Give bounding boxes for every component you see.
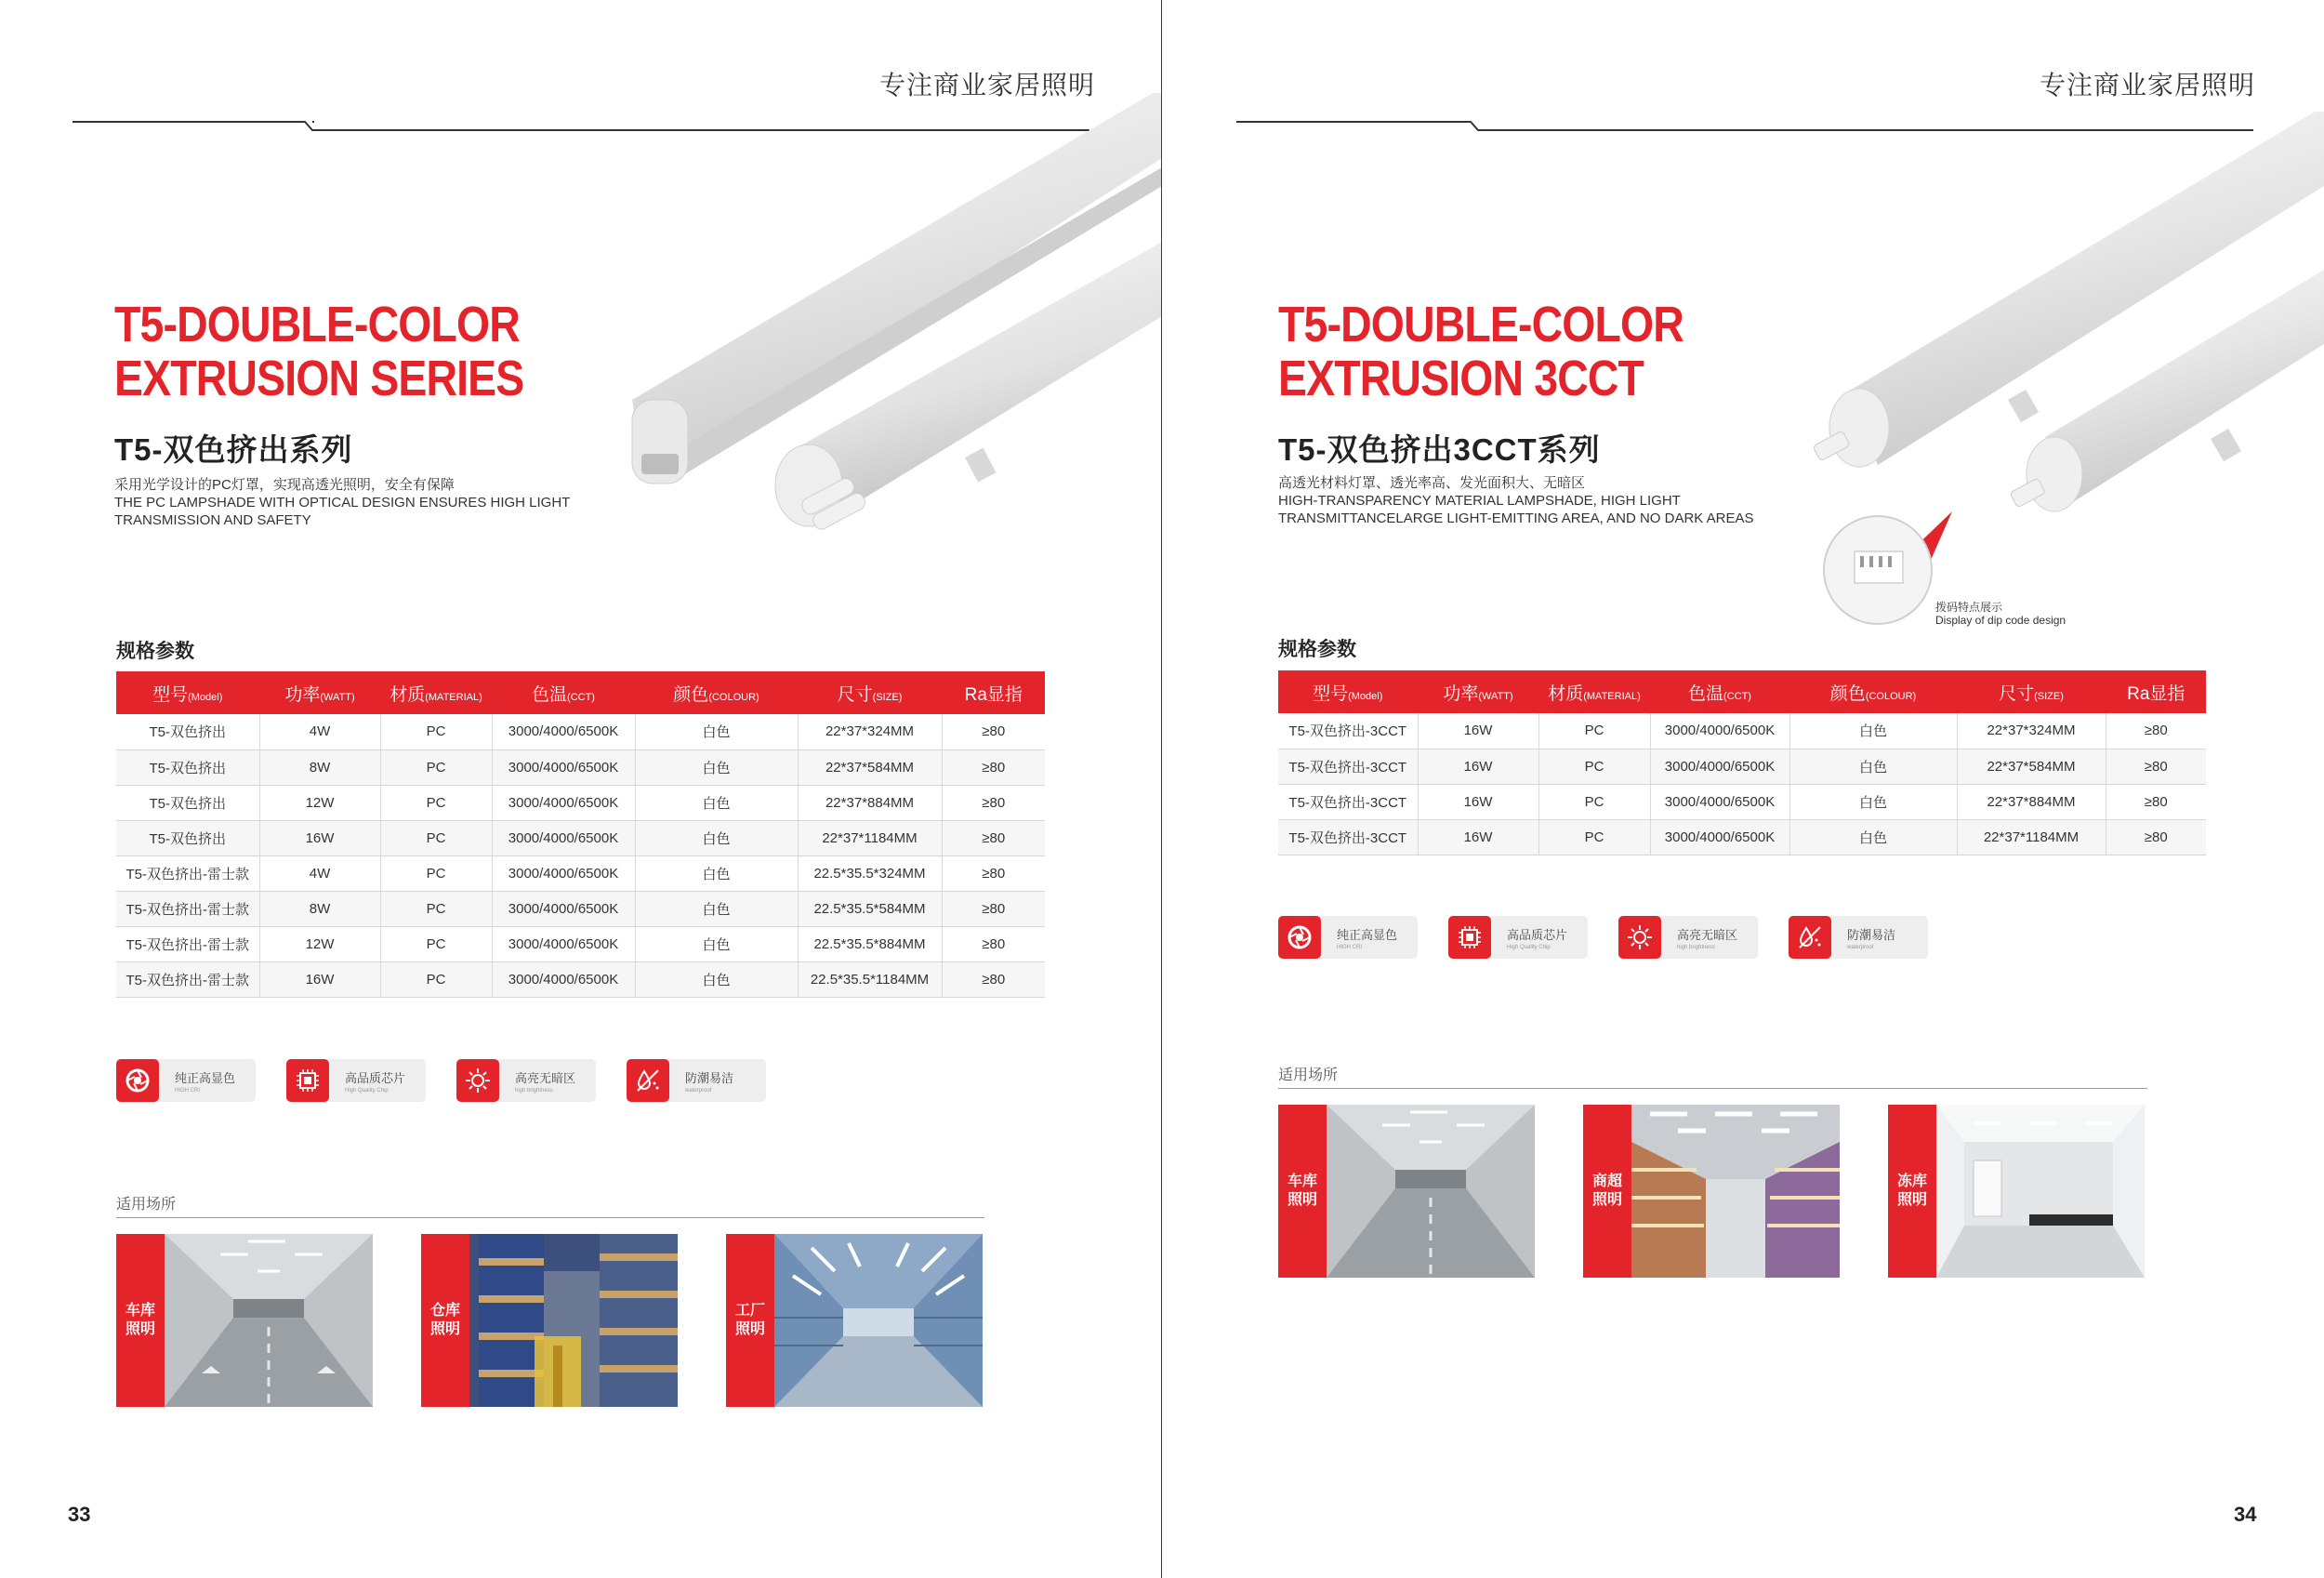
dip-caption-en: Display of dip code design bbox=[1935, 614, 2067, 627]
feature-label: 高品质芯片 bbox=[345, 1070, 406, 1085]
cell-model: T5-双色挤出-雷士款 bbox=[116, 961, 259, 997]
cell-cct: 3000/4000/6500K bbox=[492, 961, 635, 997]
scene-label: 照明 bbox=[1591, 1192, 1622, 1208]
cell-material: PC bbox=[1538, 713, 1650, 749]
scene-label: 车库 bbox=[125, 1303, 155, 1319]
title-en-line1: T5-DOUBLE-COLOR bbox=[114, 297, 520, 352]
cell-size: 22*37*584MM bbox=[1957, 749, 2106, 784]
scene-card bbox=[726, 1234, 983, 1407]
cell-watt: 8W bbox=[259, 749, 380, 785]
cell-ra: ≥80 bbox=[2106, 784, 2206, 819]
warehouse-photo bbox=[469, 1234, 678, 1407]
feature-label: 防潮易洁 bbox=[685, 1070, 734, 1085]
cell-ra: ≥80 bbox=[942, 926, 1045, 961]
feature-badge bbox=[627, 1059, 766, 1102]
cell-material: PC bbox=[380, 749, 492, 785]
cell-ra: ≥80 bbox=[942, 961, 1045, 997]
brand-tagline: 专注商业家居照明 bbox=[2040, 71, 2256, 99]
product-title-cn: T5-双色挤出3CCT系列 bbox=[1278, 432, 1601, 467]
scene-tag bbox=[116, 1234, 165, 1407]
cell-size: 22.5*35.5*884MM bbox=[798, 926, 942, 961]
sun-icon bbox=[1618, 916, 1661, 959]
feature-label: 防潮易洁 bbox=[1847, 927, 1896, 942]
cell-colour: 白色 bbox=[635, 926, 798, 961]
table-row bbox=[1278, 749, 2206, 784]
chip-icon bbox=[1448, 916, 1491, 959]
feature-badge bbox=[286, 1059, 426, 1102]
supermarket-photo bbox=[1631, 1105, 1840, 1278]
cell-watt: 4W bbox=[259, 714, 380, 749]
cell-material: PC bbox=[380, 820, 492, 855]
feature-label: 高亮无暗区 bbox=[515, 1070, 576, 1085]
cell-ra: ≥80 bbox=[942, 785, 1045, 820]
catalog-page-34 bbox=[1162, 0, 2324, 1578]
feature-badge bbox=[1618, 916, 1758, 959]
cell-model: T5-双色挤出-雷士款 bbox=[116, 891, 259, 926]
cell-ra: ≥80 bbox=[942, 855, 1045, 891]
scene-card bbox=[116, 1234, 373, 1407]
cell-colour: 白色 bbox=[635, 820, 798, 855]
scene-tag bbox=[1888, 1105, 1936, 1278]
title-en-line1: T5-DOUBLE-COLOR bbox=[1278, 297, 1684, 352]
color-wheel-icon bbox=[116, 1059, 159, 1102]
cell-size: 22.5*35.5*584MM bbox=[798, 891, 942, 926]
cell-ra: ≥80 bbox=[2106, 819, 2206, 855]
desc-line: THE PC LAMPSHADE WITH OPTICAL DESIGN ENSURES HIGH LIGHT bbox=[114, 495, 571, 511]
cell-material: PC bbox=[380, 891, 492, 926]
table-row bbox=[1278, 819, 2206, 855]
feature-badge bbox=[1448, 916, 1588, 959]
header-model: 型号(Model) bbox=[1278, 670, 1418, 713]
cell-ra: ≥80 bbox=[942, 714, 1045, 749]
sun-icon bbox=[456, 1059, 499, 1102]
cold-storage-photo bbox=[1936, 1105, 2145, 1278]
feature-sublabel: high brightness bbox=[515, 1087, 553, 1094]
feature-badge bbox=[1278, 916, 1418, 959]
cell-watt: 12W bbox=[259, 926, 380, 961]
page-number: 33 bbox=[68, 1503, 91, 1526]
cell-colour: 白色 bbox=[635, 749, 798, 785]
cell-material: PC bbox=[380, 926, 492, 961]
cell-cct: 3000/4000/6500K bbox=[492, 714, 635, 749]
page-number: 34 bbox=[2234, 1503, 2257, 1526]
product-title-cn: T5-双色挤出系列 bbox=[114, 432, 353, 467]
table-row bbox=[116, 855, 1045, 891]
header-cct: 色温(CCT) bbox=[492, 671, 635, 714]
cell-ra: ≥80 bbox=[942, 891, 1045, 926]
scene-card bbox=[1888, 1105, 2145, 1278]
t5-3cct-tube-illustration bbox=[1794, 93, 2324, 558]
feature-label: 纯正高显色 bbox=[1337, 927, 1398, 942]
cell-size: 22*37*584MM bbox=[798, 749, 942, 785]
waterproof-icon bbox=[1789, 916, 1831, 959]
dip-caption bbox=[1935, 601, 2066, 627]
cell-ra: ≥80 bbox=[2106, 713, 2206, 749]
spec-table bbox=[116, 671, 1045, 998]
cell-colour: 白色 bbox=[635, 891, 798, 926]
cell-model: T5-双色挤出 bbox=[116, 714, 259, 749]
scene-rule bbox=[1278, 1088, 2147, 1089]
table-row bbox=[116, 961, 1045, 997]
title-en-line2: EXTRUSION 3CCT bbox=[1278, 351, 1644, 406]
scene-card bbox=[1278, 1105, 1535, 1278]
table-row bbox=[116, 820, 1045, 855]
cell-model: T5-双色挤出 bbox=[116, 785, 259, 820]
header-size: 尺寸(SIZE) bbox=[798, 671, 942, 714]
cell-watt: 12W bbox=[259, 785, 380, 820]
header-watt: 功率(WATT) bbox=[259, 671, 380, 714]
brand-tagline: 专注商业家居照明 bbox=[879, 71, 1096, 99]
scene-tag bbox=[1278, 1105, 1327, 1278]
header-colour: 颜色(COLOUR) bbox=[1789, 670, 1957, 713]
header-watt: 功率(WATT) bbox=[1418, 670, 1538, 713]
factory-photo bbox=[774, 1234, 983, 1407]
cell-size: 22*37*324MM bbox=[1957, 713, 2106, 749]
cell-watt: 16W bbox=[1418, 784, 1538, 819]
header-cct: 色温(CCT) bbox=[1650, 670, 1789, 713]
feature-badge bbox=[116, 1059, 256, 1102]
cell-watt: 16W bbox=[1418, 713, 1538, 749]
cell-colour: 白色 bbox=[635, 961, 798, 997]
header-ra: Ra显指 bbox=[942, 671, 1045, 714]
cell-cct: 3000/4000/6500K bbox=[492, 891, 635, 926]
cell-model: T5-双色挤出-3CCT bbox=[1278, 819, 1418, 855]
cell-material: PC bbox=[1538, 819, 1650, 855]
desc-line: 采用光学设计的PC灯罩，实现高透光照明，安全有保障 bbox=[114, 477, 455, 493]
desc-line: TRANSMISSION AND SAFETY bbox=[114, 512, 311, 528]
cell-material: PC bbox=[1538, 784, 1650, 819]
feature-sublabel: high brightness bbox=[1677, 944, 1715, 950]
table-row bbox=[116, 714, 1045, 749]
spec-section-title: 规格参数 bbox=[1278, 639, 1356, 660]
header-colour: 颜色(COLOUR) bbox=[635, 671, 798, 714]
product-description bbox=[114, 476, 570, 529]
cell-size: 22*37*1184MM bbox=[1957, 819, 2106, 855]
scene-tag bbox=[726, 1234, 774, 1407]
scene-label: 仓库 bbox=[429, 1303, 460, 1319]
cell-material: PC bbox=[380, 855, 492, 891]
cell-colour: 白色 bbox=[635, 714, 798, 749]
cell-size: 22*37*884MM bbox=[1957, 784, 2106, 819]
dip-caption-cn: 拨码特点展示 bbox=[1935, 601, 2003, 614]
feature-badge bbox=[456, 1059, 596, 1102]
scene-label: 照明 bbox=[125, 1321, 155, 1337]
cell-ra: ≥80 bbox=[942, 749, 1045, 785]
scene-label: 工厂 bbox=[734, 1303, 765, 1319]
header-size: 尺寸(SIZE) bbox=[1957, 670, 2106, 713]
table-row bbox=[1278, 784, 2206, 819]
table-row bbox=[116, 785, 1045, 820]
feature-label: 纯正高显色 bbox=[175, 1070, 236, 1085]
cell-cct: 3000/4000/6500K bbox=[492, 749, 635, 785]
cell-watt: 16W bbox=[259, 961, 380, 997]
cell-size: 22*37*324MM bbox=[798, 714, 942, 749]
cell-material: PC bbox=[380, 961, 492, 997]
header-material: 材质(MATERIAL) bbox=[1538, 670, 1650, 713]
scene-label: 照明 bbox=[1896, 1192, 1927, 1208]
cell-size: 22.5*35.5*1184MM bbox=[798, 961, 942, 997]
cell-material: PC bbox=[380, 785, 492, 820]
scene-list bbox=[116, 1234, 983, 1407]
cell-cct: 3000/4000/6500K bbox=[492, 820, 635, 855]
scene-label: 车库 bbox=[1287, 1174, 1317, 1189]
scene-label: 冻库 bbox=[1896, 1174, 1927, 1189]
cell-model: T5-双色挤出-3CCT bbox=[1278, 713, 1418, 749]
cell-cct: 3000/4000/6500K bbox=[1650, 713, 1789, 749]
cell-ra: ≥80 bbox=[942, 820, 1045, 855]
cell-ra: ≥80 bbox=[2106, 749, 2206, 784]
cell-colour: 白色 bbox=[1789, 713, 1957, 749]
header-material: 材质(MATERIAL) bbox=[380, 671, 492, 714]
cell-material: PC bbox=[1538, 749, 1650, 784]
table-row bbox=[1278, 713, 2206, 749]
spec-section-title: 规格参数 bbox=[116, 641, 194, 662]
spec-table bbox=[1278, 670, 2206, 855]
parking-garage-photo bbox=[165, 1234, 373, 1407]
scene-rule bbox=[116, 1217, 984, 1218]
scene-card bbox=[421, 1234, 678, 1407]
desc-line: 高透光材料灯罩、透光率高、发光面积大、无暗区 bbox=[1278, 475, 1586, 491]
cell-colour: 白色 bbox=[635, 855, 798, 891]
scene-section-title: 适用场所 bbox=[1278, 1067, 1339, 1083]
cell-model: T5-双色挤出 bbox=[116, 749, 259, 785]
scene-label: 照明 bbox=[1287, 1192, 1317, 1208]
cell-cct: 3000/4000/6500K bbox=[1650, 749, 1789, 784]
spec-table-header bbox=[116, 671, 1045, 714]
feature-label: 高亮无暗区 bbox=[1677, 927, 1738, 942]
feature-label: 高品质芯片 bbox=[1507, 927, 1568, 942]
cell-colour: 白色 bbox=[1789, 819, 1957, 855]
scene-card bbox=[1583, 1105, 1840, 1278]
feature-sublabel: waterproof bbox=[1847, 944, 1874, 950]
feature-badges bbox=[116, 1059, 766, 1102]
parking-garage-photo bbox=[1327, 1105, 1535, 1278]
table-row bbox=[116, 926, 1045, 961]
scene-label: 照明 bbox=[734, 1321, 765, 1337]
feature-sublabel: HIGH CRI bbox=[1337, 944, 1362, 950]
cell-cct: 3000/4000/6500K bbox=[1650, 819, 1789, 855]
color-wheel-icon bbox=[1278, 916, 1321, 959]
dip-switch-detail bbox=[1822, 510, 1952, 630]
desc-line: HIGH-TRANSPARENCY MATERIAL LAMPSHADE, HIGH LIGHT bbox=[1278, 493, 1681, 509]
cell-cct: 3000/4000/6500K bbox=[492, 785, 635, 820]
table-row bbox=[116, 749, 1045, 785]
cell-watt: 16W bbox=[259, 820, 380, 855]
product-description bbox=[1278, 474, 1753, 527]
cell-cct: 3000/4000/6500K bbox=[1650, 784, 1789, 819]
feature-badge bbox=[1789, 916, 1928, 959]
scene-label: 商超 bbox=[1591, 1174, 1622, 1189]
title-en-line2: EXTRUSION SERIES bbox=[114, 351, 524, 406]
feature-sublabel: waterproof bbox=[685, 1087, 712, 1094]
scene-section-title: 适用场所 bbox=[116, 1197, 177, 1213]
cell-size: 22*37*884MM bbox=[798, 785, 942, 820]
product-title-en bbox=[114, 298, 523, 405]
cell-colour: 白色 bbox=[1789, 784, 1957, 819]
spec-table-header bbox=[1278, 670, 2206, 713]
table-row bbox=[116, 891, 1045, 926]
cell-model: T5-双色挤出-3CCT bbox=[1278, 749, 1418, 784]
feature-sublabel: High Quality Chip bbox=[1507, 944, 1551, 950]
product-title-en bbox=[1278, 298, 1684, 405]
cell-model: T5-双色挤出 bbox=[116, 820, 259, 855]
scene-tag bbox=[421, 1234, 469, 1407]
cell-watt: 16W bbox=[1418, 819, 1538, 855]
scene-tag bbox=[1583, 1105, 1631, 1278]
waterproof-icon bbox=[627, 1059, 669, 1102]
desc-line: TRANSMITTANCELARGE LIGHT-EMITTING AREA, AND NO DARK AREAS bbox=[1278, 511, 1754, 526]
cell-model: T5-双色挤出-雷士款 bbox=[116, 855, 259, 891]
cell-size: 22*37*1184MM bbox=[798, 820, 942, 855]
cell-model: T5-双色挤出-3CCT bbox=[1278, 784, 1418, 819]
cell-watt: 16W bbox=[1418, 749, 1538, 784]
cell-size: 22.5*35.5*324MM bbox=[798, 855, 942, 891]
chip-icon bbox=[286, 1059, 329, 1102]
cell-cct: 3000/4000/6500K bbox=[492, 926, 635, 961]
scene-label: 照明 bbox=[429, 1321, 460, 1337]
cell-watt: 8W bbox=[259, 891, 380, 926]
header-ra: Ra显指 bbox=[2106, 670, 2206, 713]
feature-badges bbox=[1278, 916, 1928, 959]
t5-tube-illustration bbox=[614, 84, 1162, 567]
cell-watt: 4W bbox=[259, 855, 380, 891]
cell-material: PC bbox=[380, 714, 492, 749]
feature-sublabel: HIGH CRI bbox=[175, 1087, 200, 1094]
cell-cct: 3000/4000/6500K bbox=[492, 855, 635, 891]
cell-colour: 白色 bbox=[1789, 749, 1957, 784]
cell-model: T5-双色挤出-雷士款 bbox=[116, 926, 259, 961]
scene-list bbox=[1278, 1105, 2145, 1278]
header-model: 型号(Model) bbox=[116, 671, 259, 714]
cell-colour: 白色 bbox=[635, 785, 798, 820]
feature-sublabel: High Quality Chip bbox=[345, 1087, 389, 1094]
